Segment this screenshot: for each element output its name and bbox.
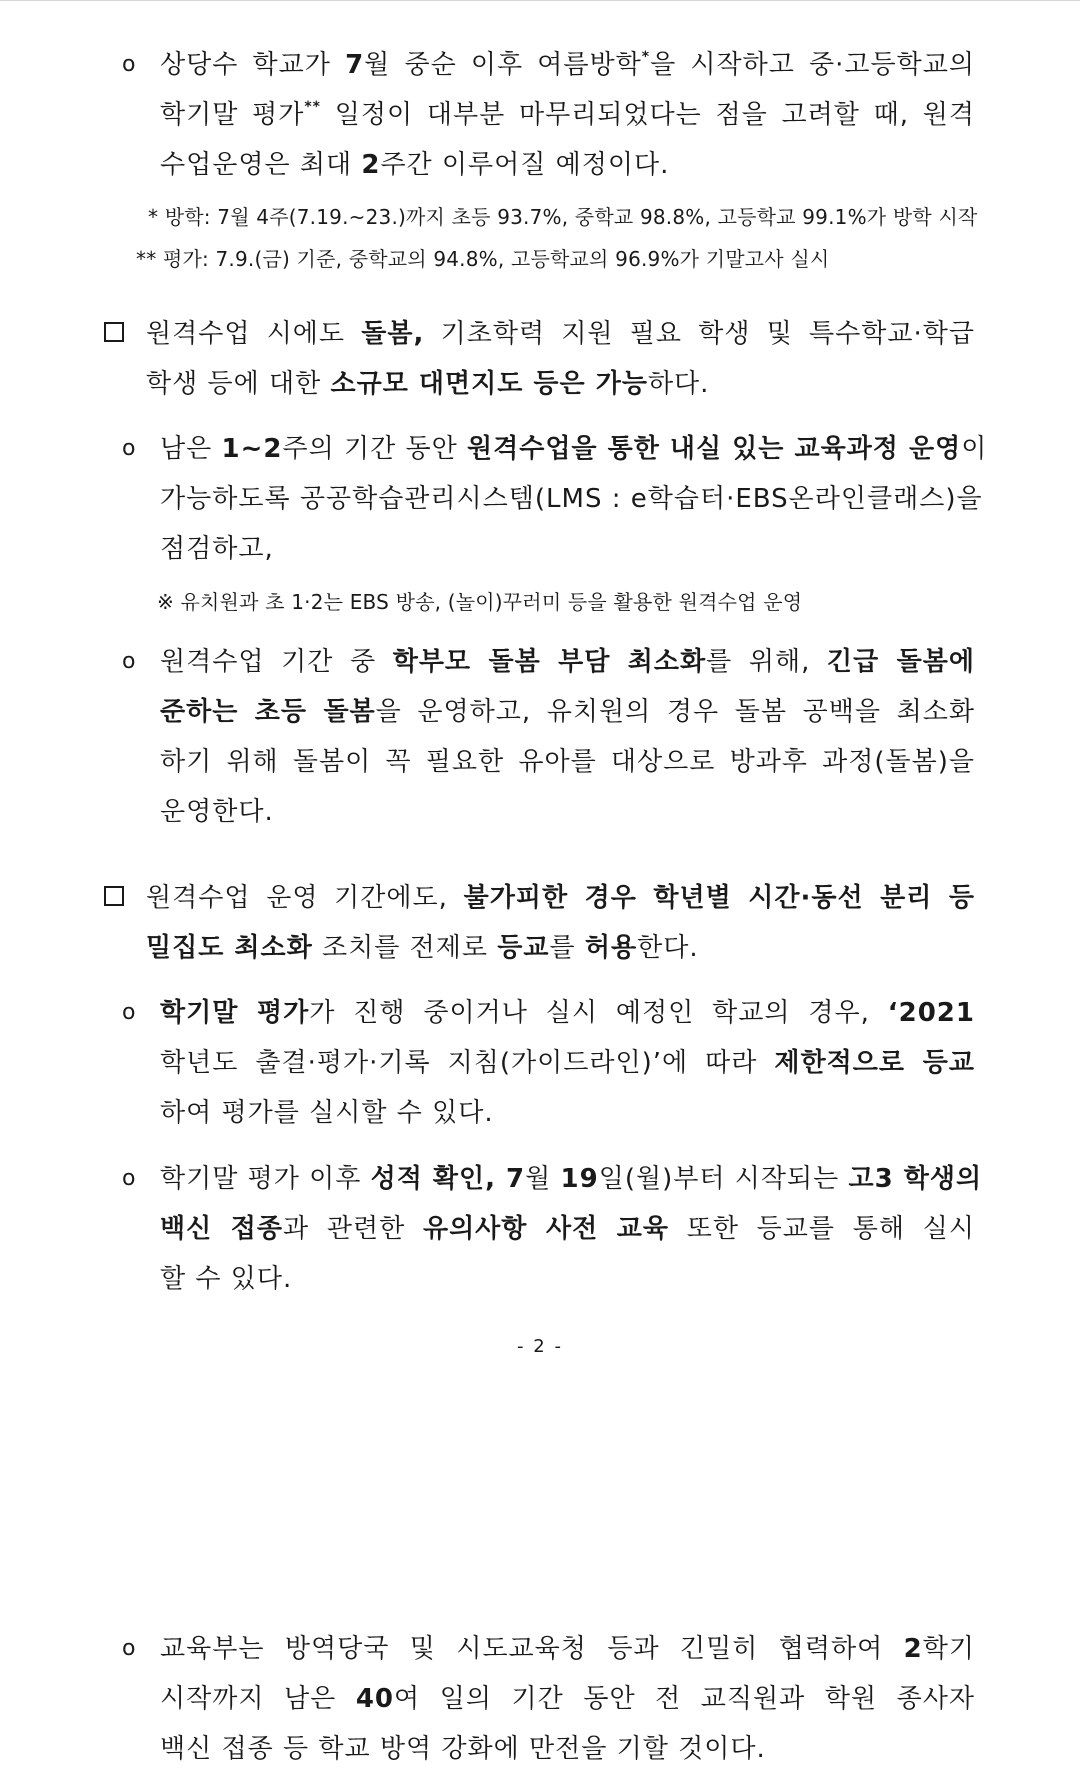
footnote-vacation: * 방학: 7월 4주(7.19.~23.)까지 초등 93.7%, 중학교 98.8%, 고등학교 99.1%가 방학 시작 [148,205,978,229]
text-line: 백신 접종과 관련한 유의사항 사전 교육 또한 등교를 통해 실시 [160,1214,975,1244]
footnote-evaluation: ** 평가: 7.9.(금) 기준, 중학교의 94.8%, 고등학교의 96.9%가 기말고사 실시 [136,247,830,271]
text-line: 상당수 학교가 7월 중순 이후 여름방학*을 시작하고 중·고등학교의 [160,49,975,80]
paragraph-parent-care [160,637,975,837]
circle-bullet-icon: o [122,1166,136,1191]
checkbox-bullet-icon [104,309,124,359]
section-care-during-remote [146,309,975,409]
text-line: 원격수업 운영 기간에도, 불가피한 경우 학년별 시간·동선 분리 등 [146,883,975,913]
section-limited-attendance [146,873,975,973]
text-line: 가능하도록 공공학습관리시스템(LMS : e학습터·EBS온라인클래스)을 [160,484,983,514]
text-line: 백신 접종 등 학교 방역 강화에 만전을 기할 것이다. [160,1734,766,1764]
text-line: 원격수업 기간 중 학부모 돌봄 부담 최소화를 위해, 긴급 돌봄에 [160,647,975,677]
paragraph-summer-vacation [160,40,975,190]
circle-bullet-icon: o [122,1636,136,1661]
circle-bullet-icon: o [122,52,136,77]
text-line: 수업운영은 최대 2주간 이루어질 예정이다. [160,150,670,180]
text-line: 학생 등에 대한 소규모 대면지도 등은 가능하다. [146,369,710,399]
paragraph-lms-check [160,424,988,574]
text-line: 학년도 출결·평가·기록 지침(가이드라인)’에 따라 제한적으로 등교 [160,1048,975,1078]
paragraph-vaccine-education [160,1154,983,1304]
text-line: 시작까지 남은 40여 일의 기간 동안 전 교직원과 학원 종사자 [160,1684,975,1714]
text-line: 하기 위해 돌봄이 꼭 필요한 유아를 대상으로 방과후 과정(돌봄)을 [160,747,975,777]
text-line: 밀집도 최소화 조치를 전제로 등교를 허용한다. [146,933,699,963]
text-line: 원격수업 시에도 돌봄, 기초학력 지원 필요 학생 및 특수학교·학급 [146,319,976,349]
circle-bullet-icon: o [122,436,136,461]
circle-bullet-icon: o [122,649,136,674]
page-number: - 2 - [517,1336,563,1357]
text-line: 학기말 평가 이후 성적 확인, 7월 19일(월)부터 시작되는 고3 학생의 [160,1164,983,1194]
text-line: 운영한다. [160,797,274,827]
text-line: 교육부는 방역당국 및 시도교육청 등과 긴밀히 협력하여 2학기 [160,1634,975,1664]
checkbox-bullet-icon [104,873,124,923]
text-line: 학기말 평가가 진행 중이거나 실시 예정인 학교의 경우, ‘2021 [160,998,975,1028]
text-line: 남은 1~2주의 기간 동안 원격수업을 통한 내실 있는 교육과정 운영이 [160,434,988,464]
text-line: 학기말 평가** 일정이 대부분 마무리되었다는 점을 고려할 때, 원격 [160,99,975,130]
paragraph-school-quarantine [160,1624,975,1774]
paragraph-final-exam [160,988,975,1138]
text-line: 하여 평가를 실시할 수 있다. [160,1098,494,1128]
text-line: 준하는 초등 돌봄을 운영하고, 유치원의 경우 돌봄 공백을 최소화 [160,697,975,727]
text-line: 점검하고, [160,534,274,564]
circle-bullet-icon: o [122,1000,136,1025]
note-kindergarten: ※ 유치원과 초 1·2는 EBS 방송, (놀이)꾸러미 등을 활용한 원격수업 운영 [157,590,803,614]
text-line: 할 수 있다. [160,1264,293,1294]
